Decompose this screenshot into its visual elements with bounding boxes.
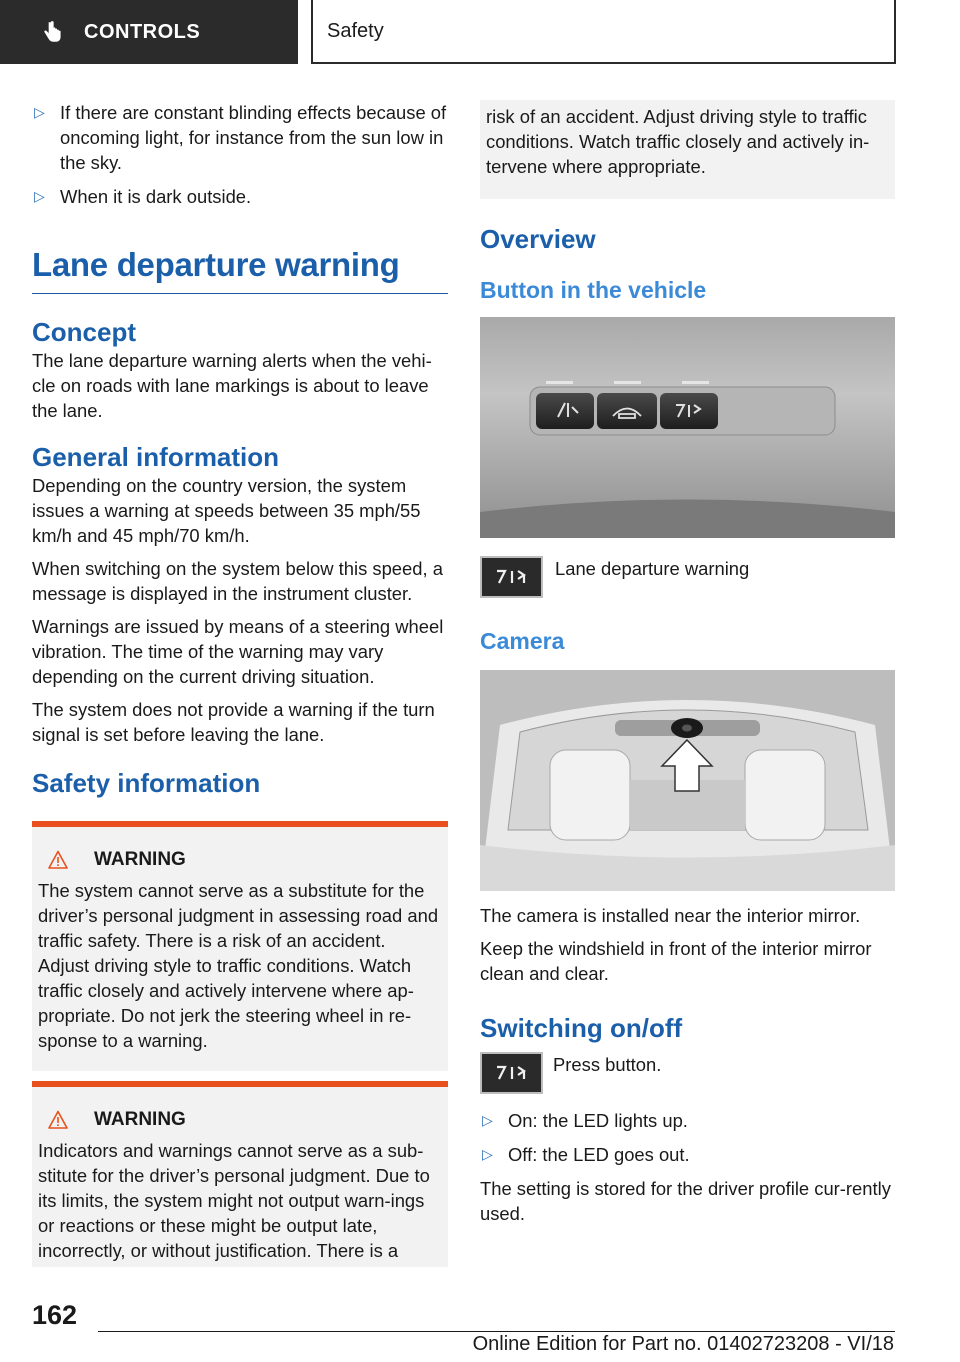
camera-photo	[480, 670, 895, 891]
overview-heading: Overview	[480, 224, 596, 254]
section-label: Safety	[327, 19, 384, 42]
press-button-text: Press button.	[553, 1054, 662, 1075]
triangle-bullet-icon: ▷	[34, 188, 45, 204]
page-number: 162	[32, 1300, 78, 1330]
warning-text: The system cannot serve as a substitute for the driver’s personal judgment in assessing road and traffic safety. There is a risk of an accident. Adjust driving style to traffic conditions. Watch traffic closely and actively intervene where ap‐propriate. Do not jerk the steering wheel in re‐sponse to a warning.	[38, 880, 439, 1051]
general-heading: General information	[32, 442, 280, 472]
warning-triangle-icon	[48, 850, 68, 870]
triangle-bullet-icon: ▷	[482, 1146, 493, 1162]
button-legend	[480, 556, 895, 598]
general-text-2: When switching on the system below this speed, a message is displayed in the instrument cluster.	[32, 558, 443, 604]
chapter-label: CONTROLS	[84, 20, 201, 43]
chapter-tab	[0, 0, 298, 64]
general-text-4: The system does not provide a warning if the turn signal is set before leaving the lane.	[32, 699, 435, 745]
general-text-1: Depending on the country version, the system issues a warning at speeds between 35 mph/55 km/h and 45 mph/70 km/h.	[32, 475, 421, 546]
button-panel-photo	[480, 317, 895, 538]
page-title: Lane departure warning	[32, 245, 448, 294]
triangle-bullet-icon: ▷	[482, 1112, 493, 1128]
button-heading: Button in the vehicle	[480, 277, 707, 303]
triangle-bullet-icon: ▷	[34, 104, 45, 120]
concept-heading: Concept	[32, 317, 136, 347]
list-item: ▷ Off: the LED goes out.	[482, 1144, 690, 1165]
list-item: ▷ If there are constant blinding effects because of oncoming light, for instance from the sun low in the sky.	[34, 102, 447, 173]
section-header	[311, 0, 896, 64]
button-caption: Lane departure warning	[555, 558, 750, 579]
hand-icon	[40, 19, 66, 45]
safety-heading: Safety information	[32, 768, 261, 798]
lane-departure-button-icon	[480, 1052, 543, 1094]
warning-continuation: risk of an accident. Adjust driving style to traffic conditions. Watch traffic closely and actively in‐tervene where appropriate.	[480, 100, 895, 199]
right-column	[480, 100, 895, 1234]
warning-box	[32, 821, 448, 1071]
switch-note: The setting is stored for the driver profile cur‐rently used.	[480, 1178, 891, 1224]
concept-text: The lane departure warning alerts when the vehi‐cle on roads with lane markings is about to leave the lane.	[32, 350, 432, 421]
warning-box	[32, 1081, 448, 1267]
camera-heading: Camera	[480, 628, 565, 654]
list-item: ▷ On: the LED lights up.	[482, 1110, 688, 1131]
warning-title: WARNING	[38, 847, 440, 872]
warning-title: WARNING	[38, 1107, 440, 1132]
switch-heading: Switching on/off	[480, 1013, 683, 1043]
camera-text-1: The camera is installed near the interior mirror.	[480, 905, 861, 926]
switch-legend	[480, 1052, 895, 1094]
edition-note: Online Edition for Part no. 01402723208 - VI/18	[472, 1333, 894, 1355]
list-item: ▷ When it is dark outside.	[34, 186, 252, 207]
camera-text-2: Keep the windshield in front of the interior mirror clean and clear.	[480, 938, 872, 984]
lane-departure-button-icon	[480, 556, 543, 598]
warning-triangle-icon	[48, 1110, 68, 1130]
left-column	[32, 100, 448, 1267]
warning-text: Indicators and warnings cannot serve as a sub‐stitute for the driver’s personal judgment. Due to its limits, the system might not output warn‐ings or reactions or these might be output late, incorrectly, or without justification. There is a	[38, 1140, 430, 1261]
general-text-3: Warnings are issued by means of a steering wheel vibration. The time of the warning may vary depending on the current driving situation.	[32, 616, 444, 687]
